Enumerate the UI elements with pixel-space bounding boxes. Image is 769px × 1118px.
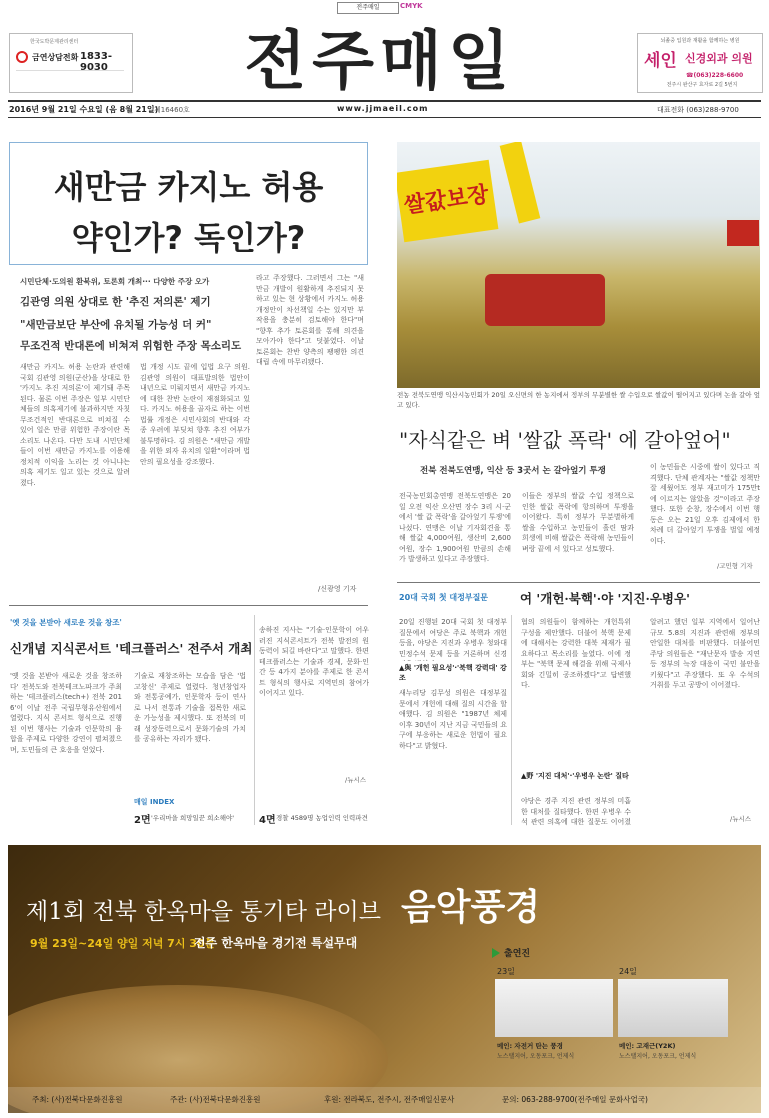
left-ad-label: 금연상담전화 [32,53,79,62]
lead-body-col-2: 법 개정 시도 끝에 입법 요구 의원. 김관영 의원이 대표발의한 법안이 내년으로 미뤄지면서 새만금 카지노에 대한 찬반 논란이 재점화되고 있다. 카지노 허용을 골자로 하는 이번 법률 개정은 시민사회의 반대와 각종 우려에 부딪쳐 향후 추진 여부가 불투명하다. 김 의원은 "새만금 개발을 위한 외자 유치의 일환"이라며 법안의 필요성을 강조했다. [140,363,250,466]
index-item-1-text[interactable]: '우리마을 희망일꾼 희소해야' [151,814,235,822]
day1-photo [495,979,613,1037]
lead-headline-1: 새만금 카지노 허용 [53,168,324,206]
banner-sponsor: 후원: 전라북도, 전주시, 전주매일신문사 [324,1095,455,1104]
banner-brand: 음악풍경 [401,886,541,928]
site-url[interactable]: www.jjmaeil.com [337,104,429,113]
politics-body-col-2: 협의 의원들이 함께하는 개헌특위 구성을 제안했다. 더불어 북핵 문제에 대해서는 강력한 대북 제재가 필요하다고 목소리를 높였다. 이에 정부는 "북핵 문제 해결을 위해 국제사회와 긴밀히 공조하겠다"고 답변했다. [521,618,631,689]
lead-body-col-3: 라고 주장했다. 그러면서 그는 "새만금 개발이 원활하게 추진되지 못하고 있는 현 상황에서 카지노 허용 개정안이 차선책일 수는 있지만 부작용을 충분히 검토해야 한다"며 "향후 추가 토론회를 통해 의견을 모아가야 한다"고 덧붙였다. 이날 토론회는 찬반 양측의 팽팽한 의견 대립 속에 마무리됐다. [256,274,364,366]
techplus-body-col-1: '옛 것을 본받아 새로운 것을 창조하다' 전북도와 전북테크노파크가 주최하는 '테크플러스(tech+) 전북 2016'이 이날 전주 국립무형유산원에서 열렸다. 지식 콘서트 형식으로 진행된 이번 행사는 기술과 인문학의 융합을 주제로 다양한 강연이 펼쳐졌으며, 도민들의 큰 호응을 얻었다. [10,672,122,754]
politics-body-col-1b: 새누리당 김무성 의원은 대정부질문에서 개헌에 대해 질의 시간을 할애했다. 김 의원은 "1987년 체제 이후 30년이 지난 지금 국민들의 요구에 부응하는 새로운 헌법이 필요하다"고 밝혔다. [399,689,507,750]
photo-caption: 전농 전북도연맹 익산시농민회가 20일 오신면의 한 농지에서 정부의 무분별한 쌀 수입으로 쌀값이 떨어지고 있다며 논을 갈아 엎고 있다. [397,391,760,409]
politics-byline: /뉴시스 [730,815,752,823]
index-item-2-text[interactable]: 경찰 4589명 농업인력 인력파견 [276,814,368,822]
day2-sub: 노스탤지어, 오동포크, 언제식 [619,1053,697,1060]
index-label: 매일 INDEX [134,798,175,806]
cmyk-mark: CMYK [400,2,423,10]
day1-sub: 노스탤지어, 오동포크, 언제식 [497,1053,575,1060]
day2-label: 24일 [619,967,637,976]
rice-headline: "자식같은 벼 '쌀값 폭락' 에 갈아엎어" [399,428,731,452]
right-ad-sub: 신경외과 의원 [685,52,753,65]
concert-banner[interactable] [8,845,761,1113]
right-ad-name: 세인 [644,51,677,71]
day2-cast: 메인: 고재근(Y2K) [619,1042,676,1050]
right-ad-top: 뇌졸중 입원과 재활을 함께하는 병원 [660,38,740,44]
left-ad[interactable] [9,33,133,93]
day1-label: 23일 [497,967,515,976]
politics-body-col-3: 알려고 했던 일부 지역에서 일어난 규모 5.8의 지진과 관련해 정부의 안일한 대처를 비판했다. 더불어민주당 의원들은 "재난문자 발송 지연 등 정부의 늑장 대응이 국민 불안을 키웠다"고 주장했다. 또 우 수석의 거취를 두고 공방이 이어졌다. [650,618,760,689]
lead-sub-1: 김관영 의원 상대로 한 '추진 저의론' 제기 [20,296,211,308]
masthead-title: 전주매일 [244,25,516,99]
photo-banner: 쌀값보장 [397,160,498,243]
index-item-1-page[interactable]: 2면 [134,815,151,826]
right-ad-phone: ☎(063)228-6600 [686,72,744,79]
techplus-body-col-2: 기술로 재창조하는 모습을 담은 '법고창신' 주제로 열렸다. 청년창업자와 전통공예가, 인문학자 등이 연사로 나서 전통과 기술을 접목한 새로운 가능성을 제시했다. 또 전북의 미래 성장동력으로서 문화기술의 가치를 공유하는 자리가 됐다. [134,672,246,743]
politics-body-col-2b: 야당은 경주 지진 관련 정부의 미흡한 대처를 질타했다. 한편 우병우 수석 관련 의혹에 대한 질문도 이어졌 [521,797,631,826]
issue-date: 2016년 9월 21일 수요일 (음 8월 21일) [9,105,159,114]
techplus-headline: 신개념 지식콘서트 '테크플러스' 전주서 개최 [10,641,253,656]
lead-headline-box [9,142,368,265]
banner-inquiry: 문의: 063-288-9700(전주매일 문화사업국) [502,1095,648,1104]
lead-byline: /신광영 기자 [318,585,357,593]
issue-number: 제16460호 [154,106,190,114]
left-ad-phone: 1833-9030 [80,51,112,73]
tractor-shape [485,274,605,326]
rice-field-photo [397,142,760,388]
techplus-byline: /뉴시스 [345,776,367,784]
politics-headline: 여 '개헌·북핵'·야 '지진·우병우' [520,591,690,606]
politics-sub-b: ▲野 '지진 대처'·'우병우 논란' 질타 [521,772,629,780]
politics-body-col-1: 20일 진행된 20대 국회 첫 대정부질문에서 여당은 주로 북핵과 개헌 등을, 야당은 지진과 우병우 청와대 민정수석 문제 등을 거론하며 신경 [399,618,507,658]
politics-sub-a: ▲與 '개헌 필요성'·'북핵 강력대' 강조 [399,664,507,682]
techplus-body-col-3: 송하진 지사는 "기술·인문학이 어우러진 지식콘서트가 전북 발전의 원동력이 되길 바란다"고 말했다. 한편 테크플러스는 기술과 경제, 문화·인간 등 4가지 분야를 주제로 한 콘서트 형식의 행사로 지역민의 참여가 이어지고 있다. [259,626,369,697]
tractor-cab [727,220,759,246]
techplus-label: '옛 것을 본받아 새로운 것을 창조' [10,618,122,627]
day2-photo [618,979,728,1037]
rice-body-col-1: 전국농민회총연맹 전북도연맹은 20일 오전 익산 오산면 장수 3리 시·군에서 '쌀 값 폭락'을 갈아엎기 투쟁'에 나섰다. 연맹은 이날 기자회견을 통해 쌀값 4,000여원, 생산비 2,600여원, 장수 1,900여원 만큼의 손해가 발생하고 있다고 주장했다. [399,492,511,563]
left-ad-org: 한국도박문제관리센터 [30,39,79,45]
banner-date: 9월 23일~24일 양일 저녁 7시 30분 [30,937,216,950]
left-ad-footer [16,70,124,85]
banner-host: 주최: (사)전북다문화진흥원 [32,1095,123,1104]
perf-label: 출연진 [504,949,531,959]
right-ad[interactable] [637,33,763,93]
banner-title: 제1회 전북 한옥마을 통기타 라이브 [26,899,381,925]
banner-org: 주관: (사)전북다문화진흥원 [170,1095,261,1104]
rice-body-col-2: 이들은 정부의 쌀값 수입 정책으로 인한 쌀값 폭락에 항의하며 투쟁을 이어왔다. 특히 정부가 무분별하게 쌀을 수입하고 농민들이 흘린 땀과 희생에 비해 쌀값은 폭락해 농민들이 벼랑 끝에 서 있다고 성토했다. [522,492,634,553]
banner-venue: 전주 한옥마을 경기전 특설무대 [194,936,358,950]
right-ad-addr: 전주시 완산구 효자로 2길 5번지 [666,82,738,88]
lead-kicker: 시민단체·도의원 환북위, 토론회 개최··· 다양한 주장 오가 [20,277,210,286]
no-entry-icon [16,51,28,63]
politics-label: 20대 국회 첫 대정부질문 [399,593,489,602]
rice-body-col-3: 이 농민들은 시중에 쌀이 있다고 직격했다. 단체 관계자는 "쌀값 정책만 잘 세웠어도 정부 재고미가 175만t에 이르지는 않았을 것"이라고 주장했다. 또한 순창, 장수에서 이번 행동은 오는 21일 오후 김제에서 한 차례 더 갈아엎기 투쟁을 벌일 예정이다. [650,463,760,545]
lead-sub-3: 무조건적 반대론에 비쳐져 위험한 주장 목소리도 [20,340,242,352]
rice-sub: 전북 전북도연맹, 익산 등 3곳서 논 갈아엎기 투쟁 [420,466,606,476]
flag-shape [500,142,541,223]
index-item-2-page[interactable]: 4면 [259,815,276,826]
edition-mark: 전주매일 [337,2,399,14]
main-tel: 대표전화 (063)288-9700 [657,106,739,114]
rice-byline: /고민형 기자 [717,562,753,570]
play-icon [492,948,500,958]
lead-sub-2: "새만금보단 부산에 유치될 가능성 더 커" [20,319,212,331]
lead-headline-2: 약인가? 독인가? [71,219,306,257]
lead-body-col-1: 새만금 카지노 허용 논란과 관련해 국회 김관영 의원(군산)을 상대로 한 '카지노 추진 저의론'이 제기돼 주목된다. 물론 이번 주장은 일부 시민단체들의 의혹제기에 불과하지만 자칫 무조건적인 반대론으로 비쳐질 수 있어 일은 만큼 위험한 주장이란 목소리도 나온다. 다만 도내 시민단체들이 이번 새만금 카지노를 이용해 정치적 이익을 노리는 것 아니냐는 의혹 제기도 일고 있는 것으로 알려졌다. [20,363,130,487]
day1-cast: 메인: 자전거 탄는 풍경 [497,1042,563,1050]
